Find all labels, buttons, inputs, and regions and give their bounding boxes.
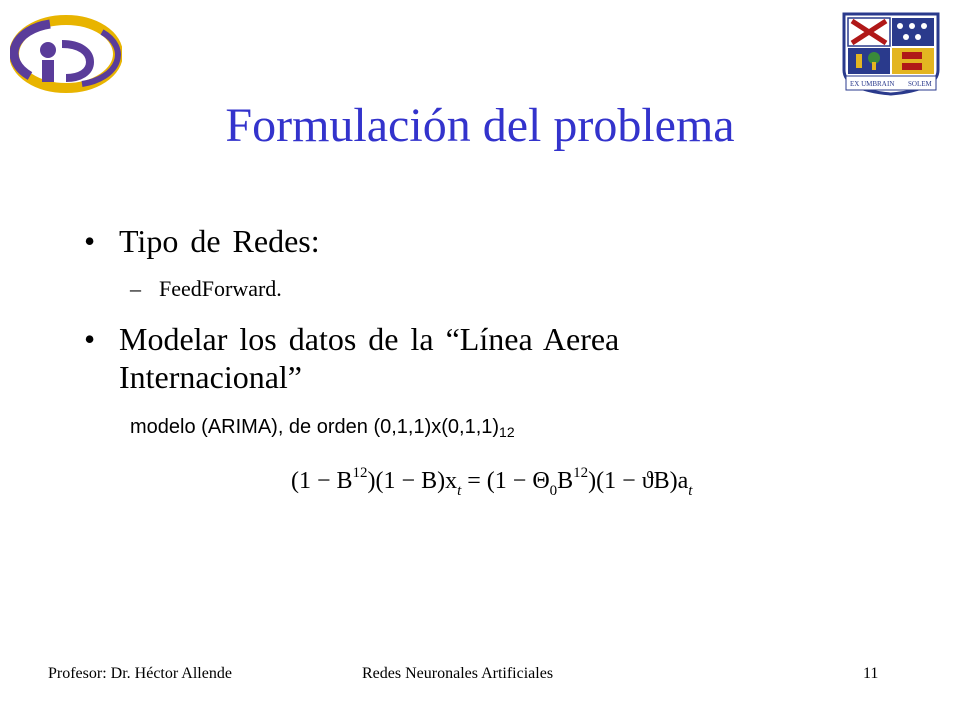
- bullet-marker: •: [84, 321, 96, 357]
- model-subscript: 12: [499, 424, 515, 440]
- bullet-text: Modelar los datos de la “Línea Aerea Internacional”: [119, 321, 620, 395]
- model-description: [130, 413, 515, 446]
- footer-author: Profesor: Dr. Héctor Allende: [48, 665, 232, 682]
- svg-text:EX UMBRA: EX UMBRA: [850, 80, 887, 88]
- sub-bullet-dash: –: [130, 276, 141, 301]
- institution-logo-left: [10, 14, 122, 94]
- svg-text:SOLEM: SOLEM: [908, 80, 932, 88]
- footer-page-number: 11: [863, 665, 879, 682]
- slide-title: Formulación del problema: [225, 99, 735, 152]
- model-text: modelo (ARIMA), de orden (0,1,1)x(0,1,1): [130, 416, 500, 438]
- sub-bullet-text: FeedForward.: [159, 276, 282, 301]
- svg-text:IN: IN: [887, 80, 895, 88]
- university-crest-logo: [838, 10, 944, 96]
- formula-text: $(1 - B^{12})(1 - B)x_t = (1 - \Theta_0B^{12})(1 - ϑB)a_t$: [291, 465, 693, 499]
- arima-formula: [291, 458, 741, 502]
- bullet-marker: •: [84, 223, 96, 259]
- bullet-text: Tipo de Redes:: [119, 223, 320, 259]
- footer-course: Redes Neuronales Artificiales: [362, 665, 554, 682]
